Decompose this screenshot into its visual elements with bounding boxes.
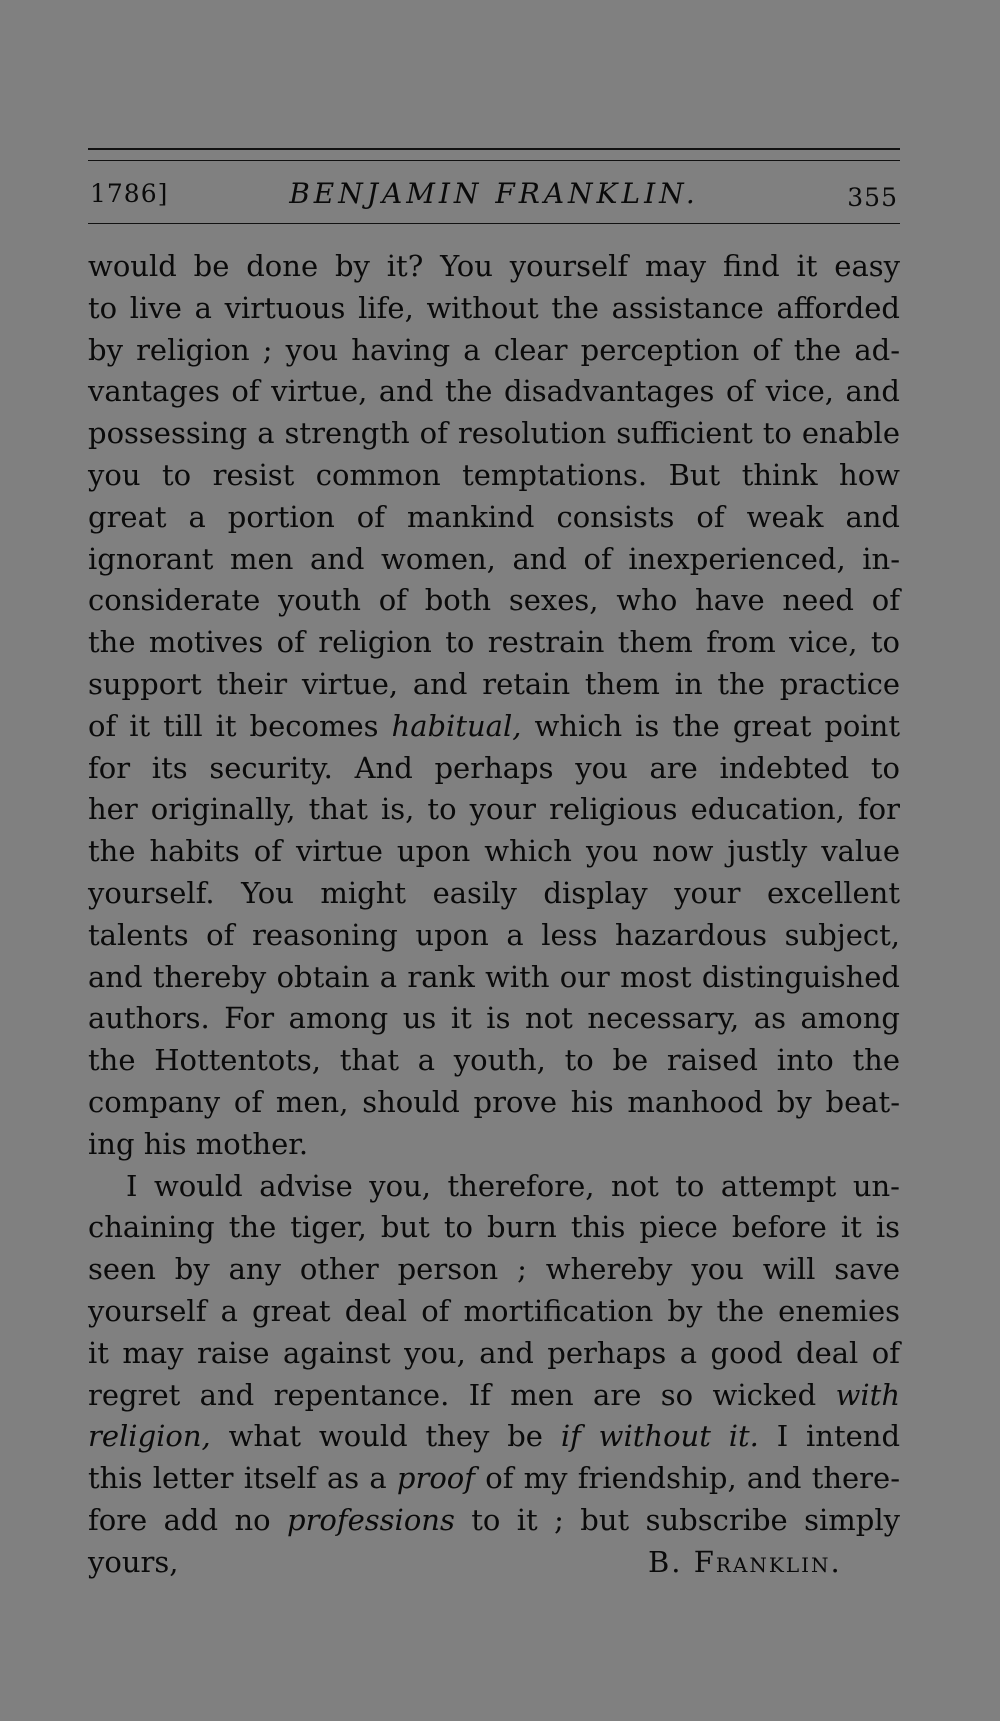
book-page bbox=[88, 140, 900, 1584]
text-line: the motives of religion to restrain them from vice, to bbox=[88, 625, 900, 660]
signature: B. Franklin. bbox=[648, 1544, 842, 1579]
text-line: it may raise against you, and perhaps a good deal of bbox=[88, 1335, 900, 1370]
text-line: to live a virtuous life, without the assistance afforded bbox=[88, 290, 900, 325]
text-segment: this letter itself as a bbox=[88, 1461, 397, 1496]
text-line: chaining the tiger, but to burn this piece before it is bbox=[88, 1210, 900, 1245]
text-line bbox=[88, 1416, 900, 1458]
text-line: talents of reasoning upon a less hazardous subject, bbox=[88, 917, 900, 952]
italic-phrase: if without it. bbox=[560, 1419, 759, 1454]
text-line: seen by any other person ; whereby you will save bbox=[88, 1252, 900, 1287]
text-segment: to it ; but subscribe simply bbox=[454, 1502, 900, 1537]
italic-phrase: professions bbox=[287, 1502, 455, 1537]
text-segment: I intend bbox=[758, 1419, 901, 1454]
header-year: 1786] bbox=[90, 179, 169, 208]
text-line: considerate youth of both sexes, who have need of bbox=[88, 583, 900, 618]
italic-phrase: proof bbox=[396, 1461, 475, 1496]
text-line bbox=[88, 1500, 900, 1542]
italic-phrase: religion, bbox=[88, 1419, 211, 1454]
header-rule-double bbox=[88, 160, 900, 161]
text-line: the habits of virtue upon which you now justly value bbox=[88, 834, 900, 869]
text-line: yourself. You might easily display your excellent bbox=[88, 875, 900, 910]
text-line: and thereby obtain a rank with our most distinguished bbox=[88, 959, 900, 994]
text-segment: what would they be bbox=[210, 1419, 561, 1454]
text-line bbox=[88, 1375, 900, 1417]
text-line: would be done by it? You yourself may find it easy bbox=[88, 249, 900, 283]
text-line: yourself a great deal of mortification by the enemies bbox=[88, 1293, 900, 1328]
text-line: great a portion of mankind consists of weak and bbox=[88, 499, 900, 534]
text-segment: of it till it becomes bbox=[88, 708, 392, 743]
italic-phrase: with bbox=[835, 1377, 900, 1412]
running-header bbox=[88, 169, 900, 219]
closing-yours: yours, bbox=[88, 1544, 179, 1579]
italic-phrase: habitual, bbox=[391, 708, 522, 743]
text-line: by religion ; you having a clear perception of the ad- bbox=[88, 332, 900, 367]
text-line: her originally, that is, to your religious education, for bbox=[88, 792, 900, 827]
page-number: 355 bbox=[847, 183, 898, 212]
text-line: vantages of virtue, and the disadvantages of vice, and bbox=[88, 374, 900, 409]
text-segment: which is the great point bbox=[521, 708, 900, 743]
letter-text bbox=[88, 246, 900, 1542]
text-line: ing his mother. bbox=[88, 1126, 309, 1161]
header-rule-bottom bbox=[88, 223, 900, 224]
text-line: authors. For among us it is not necessary, as among bbox=[88, 1001, 900, 1036]
text-segment: regret and repentance. If men are so wicked bbox=[88, 1377, 836, 1412]
text-line: company of men, should prove his manhood by beat- bbox=[88, 1084, 900, 1119]
text-line: ignorant men and women, and of inexperienced, in- bbox=[88, 541, 900, 576]
text-line: possessing a strength of resolution sufficient to enable bbox=[88, 416, 900, 451]
header-rule-top bbox=[88, 148, 900, 150]
text-segment: of my friendship, and there- bbox=[475, 1461, 901, 1496]
text-line: the Hottentots, that a youth, to be raised into the bbox=[88, 1043, 900, 1078]
text-line: for its security. And perhaps you are indebted to bbox=[88, 750, 900, 785]
text-line: you to resist common temptations. But think how bbox=[88, 457, 900, 492]
text-line: support their virtue, and retain them in the practice bbox=[88, 666, 900, 701]
text-line bbox=[88, 1458, 900, 1500]
text-line: I would advise you, therefore, not to attempt un- bbox=[126, 1168, 900, 1203]
text-line bbox=[88, 706, 900, 748]
text-segment: fore add no bbox=[88, 1502, 287, 1537]
closing-line bbox=[88, 1542, 900, 1584]
header-title: BENJAMIN FRANKLIN. bbox=[289, 177, 699, 210]
